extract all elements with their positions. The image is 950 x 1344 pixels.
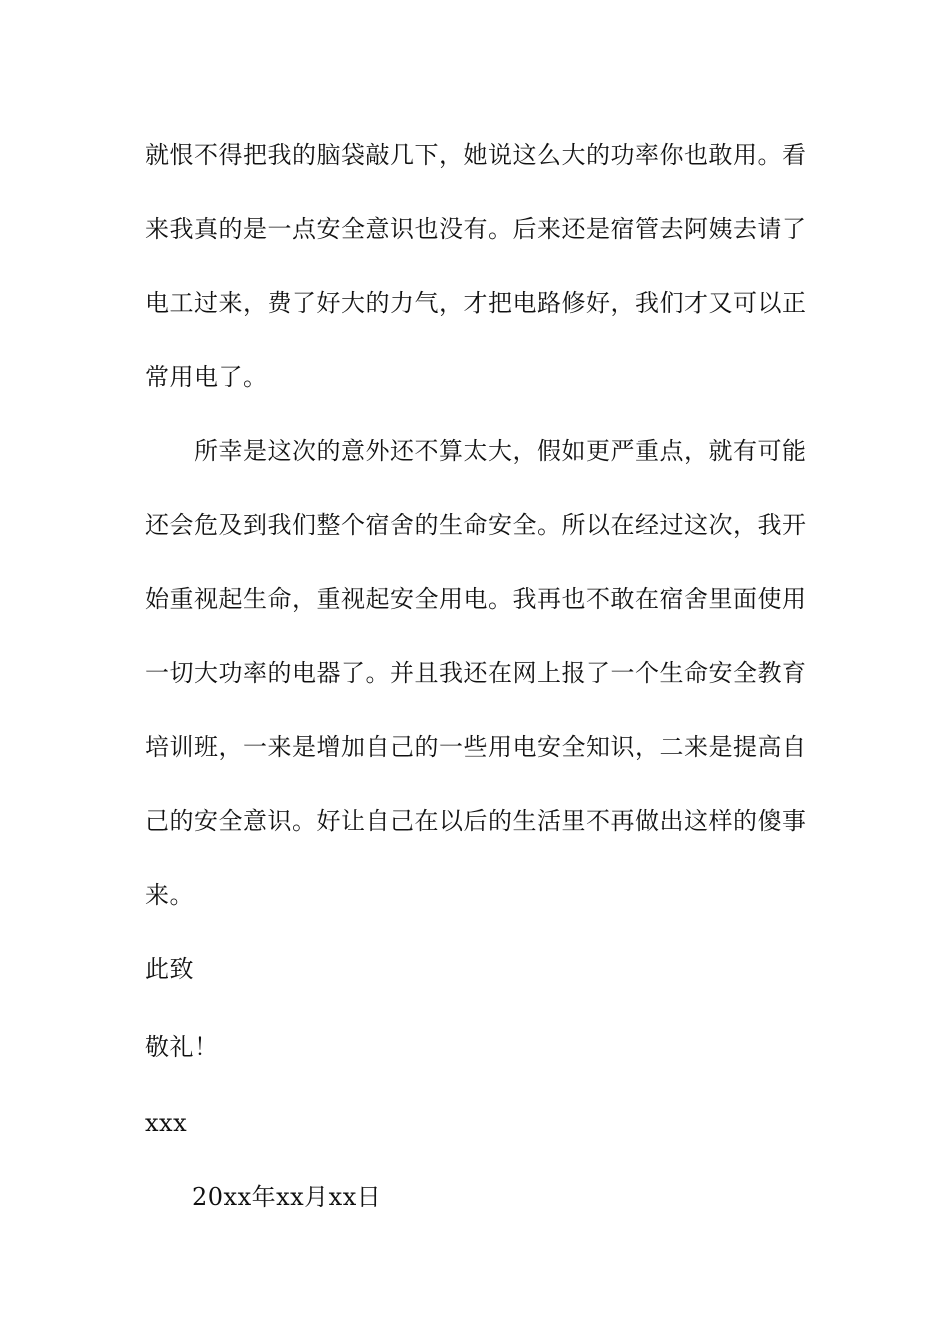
paragraph2-line-3: 始重视起生命，重视起安全用电。我再也不敢在宿舍里面使用 — [145, 585, 807, 613]
closing-regards: 敬礼！ — [145, 1033, 219, 1061]
paragraph2-line-7: 来。 — [145, 881, 194, 909]
paragraph2-line-4: 一切大功率的电器了。并且我还在网上报了一个生命安全教育 — [145, 659, 807, 687]
paragraph1-line-4: 常用电了。 — [145, 363, 268, 391]
date-line: 20xx年xx月xx日 — [192, 1183, 382, 1211]
paragraph2-line-2: 还会危及到我们整个宿舍的生命安全。所以在经过这次，我开 — [145, 511, 807, 539]
paragraph1-line-2: 来我真的是一点安全意识也没有。后来还是宿管去阿姨去请了 — [145, 215, 807, 243]
paragraph2-line-5: 培训班，一来是增加自己的一些用电安全知识，二来是提高自 — [145, 733, 807, 761]
paragraph1-line-1: 就恨不得把我的脑袋敲几下，她说这么大的功率你也敢用。看 — [145, 141, 807, 169]
closing-salutation: 此致 — [145, 955, 194, 983]
paragraph1-line-3: 电工过来，费了好大的力气，才把电路修好，我们才又可以正 — [145, 289, 807, 317]
signature: xxx — [145, 1109, 188, 1137]
paragraph2-line-1: 所幸是这次的意外还不算太大，假如更严重点，就有可能 — [145, 437, 807, 465]
paragraph2-line-6: 己的安全意识。好让自己在以后的生活里不再做出这样的傻事 — [145, 807, 807, 835]
